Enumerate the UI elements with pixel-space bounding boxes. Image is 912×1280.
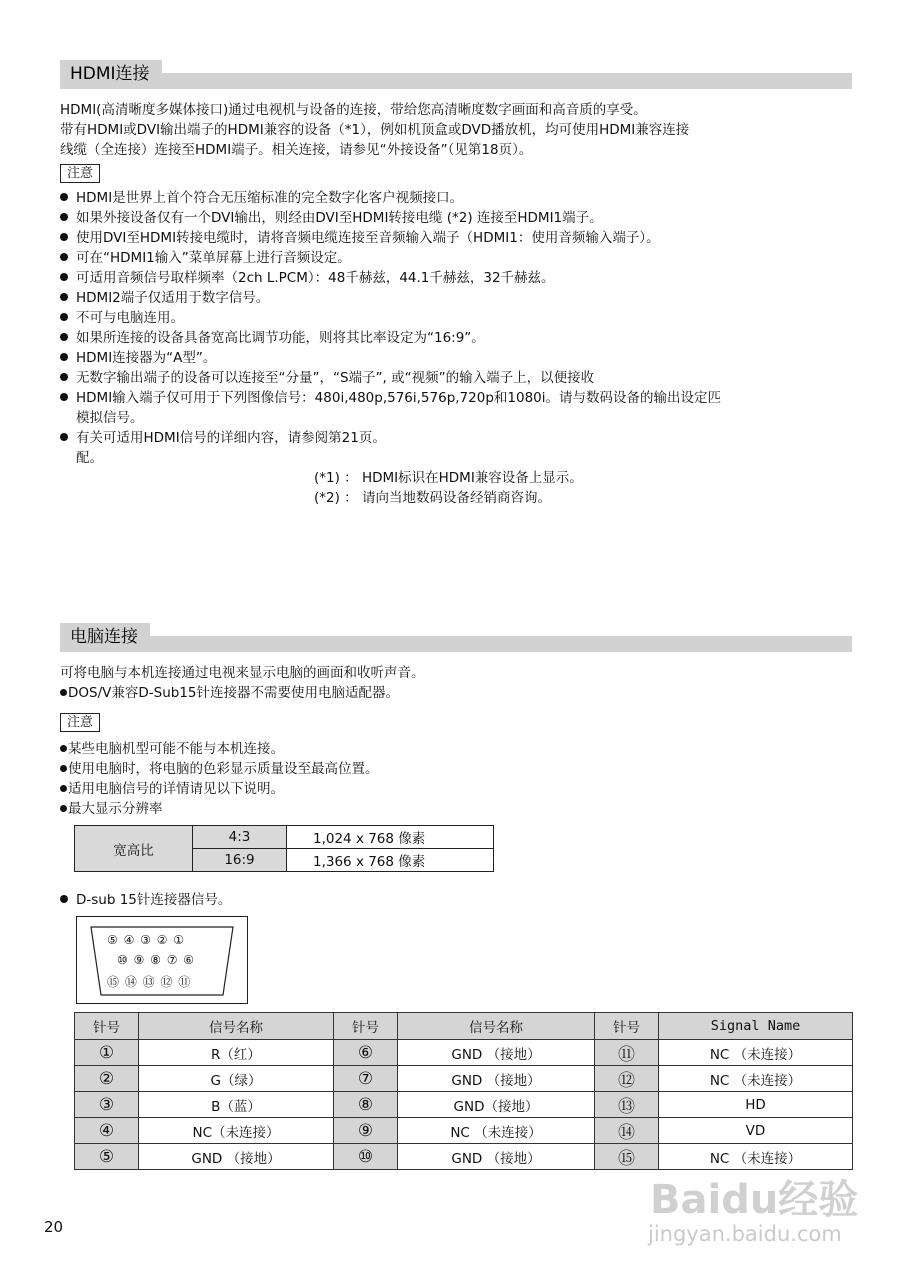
signal-name-cell: GND （接地） [139,1144,334,1170]
pin-number: ⑨ [357,1120,374,1141]
hdmi-note-label: 注意 [60,164,100,183]
table-row [75,826,494,849]
hdmi-section-header [60,60,852,90]
table-row [75,1144,853,1170]
bullet-dot [60,373,68,381]
bullet-dot [60,293,68,301]
header-signal-1: 信号名称 [139,1013,334,1040]
connector-row-1: ⑤ ④ ③ ② ① [107,933,186,947]
pin-number-cell [75,1118,139,1144]
pc-note-text: 使用电脑时，将电脑的色彩显示质量设至最高位置。 [68,761,379,777]
bullet-dot [60,895,68,903]
hdmi-bullet-item [60,188,463,208]
pin-number-cell [75,1066,139,1092]
pin-number: ① [98,1042,115,1063]
watermark-brand: Baidu经验 [650,1177,859,1223]
signal-name-cell: GND （接地） [398,1144,595,1170]
pc-note-text: 适用电脑信号的详情请见以下说明。 [68,781,284,797]
signal-name-cell: GND（接地） [398,1092,595,1118]
connector-row-3: ⑮ ⑭ ⑬ ⑫ ⑪ [107,975,192,989]
connector-row-2: ⑩ ⑨ ⑧ ⑦ ⑥ [117,953,196,967]
hdmi-bullet-item [60,248,351,268]
resolution-cell: 1,366 x 768 像素 [287,849,494,872]
pin-number: ⑪ [618,1045,635,1065]
hdmi-bullet-text: 可在“HDMI1输入”菜单屏幕上进行音频设定。 [76,250,351,266]
hdmi-section-title: HDMI连接 [60,60,162,89]
pin-number: ⑩ [357,1146,374,1167]
pin-number-cell [595,1066,659,1092]
hdmi-bullet-text: 无数字输出端子的设备可以连接至“分量”，“S端子”, 或“视频”的输入端子上，以便接收 [76,370,595,386]
hdmi-bullet-text: HDMI2端子仅适用于数字信号。 [76,290,270,306]
hdmi-intro-line-3: 线缆（全连接）连接至HDMI端子。相关连接，请参见“外接设备”（见第18页）。 [60,142,533,158]
hdmi-intro-line-2: 带有HDMI或DVI输出端子的HDMI兼容的设备（*1），例如机顶盒或DVD播放机，均可使用HDMI兼容连接 [60,122,690,138]
pin-number-cell [595,1144,659,1170]
table-row [75,1066,853,1092]
pin-number: ⑬ [618,1097,635,1117]
hdmi-bullet-text: HDMI输入端子仅可用于下列图像信号：480i,480p,576i,576p,720p和1080i。请与数码设备的输出设定匹 [76,390,721,406]
pc-note-item [60,739,284,759]
bullet-dot [60,233,68,241]
signal-name-cell: B（蓝） [139,1092,334,1118]
pin-number-cell [595,1118,659,1144]
pc-note-item [60,799,163,819]
bullet-dot [60,353,68,361]
pin-number-cell [334,1066,398,1092]
pin-number: ⑭ [618,1123,635,1143]
pc-note-label: 注意 [60,713,100,732]
pin-number: ⑦ [357,1068,374,1089]
signal-name-cell: NC （未连接） [659,1040,853,1066]
pin-number-cell [334,1144,398,1170]
signal-name-cell: NC （未连接） [398,1118,595,1144]
pc-note-item [60,779,284,799]
bullet-dot [60,433,68,441]
pin-number-cell [75,1040,139,1066]
resolution-cell: 1,024 x 768 像素 [287,826,494,849]
table-header-row [75,1013,853,1040]
hdmi-bullet-item [60,268,555,288]
hdmi-bullet-item [60,368,594,388]
hdmi-bullet-text: 使用DVI至HDMI转接电缆时，请将音频电缆连接至音频输入端子（HDMI1：使用音频输入端子）。 [76,230,660,246]
table-row [75,1040,853,1066]
header-pin-3: 针号 [595,1013,659,1040]
pin-number-cell [75,1092,139,1118]
dsub-label [60,890,231,910]
pc-note-item [60,759,379,779]
pc-section-title: 电脑连接 [60,623,150,652]
pin-number-cell [75,1144,139,1170]
pin-number: ⑧ [357,1094,374,1115]
dsub-connector-diagram [76,916,248,1004]
hdmi-bullet-item [60,308,184,328]
pc-intro-2-text: DOS/V兼容D-Sub15针连接器不需要使用电脑适配器。 [68,685,400,701]
pc-note-text: 最大显示分辨率 [68,801,163,817]
hdmi-bullet-continuation: 配。 [76,450,103,466]
header-pin-2: 针号 [334,1013,398,1040]
ratio-cell: 4:3 [193,826,287,849]
hdmi-bullet-item [60,288,269,308]
hdmi-bullet-item [60,208,603,228]
page-number: 20 [44,1218,64,1236]
table-row [75,1118,853,1144]
hdmi-bullet-item [60,228,660,248]
signal-name-cell: GND （接地） [398,1040,595,1066]
pin-number: ⑮ [618,1149,635,1169]
hdmi-bullet-item [60,388,721,408]
hdmi-bullet-text: 不可与电脑连用。 [76,310,184,326]
dsub-label-text: D-sub 15针连接器信号。 [76,892,232,908]
bullet-dot [60,333,68,341]
pin-number-cell [595,1092,659,1118]
resolution-table [74,825,494,872]
pc-section-header [60,623,852,653]
hdmi-bullet-continuation: 模拟信号。 [76,410,144,426]
signal-name-cell: NC （未连接） [659,1144,853,1170]
pc-intro-2 [60,683,399,703]
hdmi-bullet-text: HDMI连接器为“A型”。 [76,350,217,366]
pin-number: ⑥ [357,1042,374,1063]
bullet-dot [60,765,67,772]
hdmi-bullet-item [60,428,386,448]
pin-number: ④ [98,1120,115,1141]
bullet-dot [60,253,68,261]
bullet-dot [60,689,67,696]
hdmi-bullet-text: 可适用音频信号取样频率（2ch L.PCM）：48千赫兹，44.1千赫兹，32千赫兹。 [76,270,555,286]
header-signal-2: 信号名称 [398,1013,595,1040]
pin-signal-table [74,1012,853,1170]
pin-number-cell [334,1092,398,1118]
hdmi-footnote-2: (*2) ： 请向当地数码设备经销商咨询。 [314,490,551,506]
header-pin-1: 针号 [75,1013,139,1040]
bullet-dot [60,393,68,401]
aspect-ratio-label: 宽高比 [75,826,193,872]
table-row [75,1092,853,1118]
bullet-dot [60,193,68,201]
pin-number-cell [334,1040,398,1066]
hdmi-bullet-text: 有关可适用HDMI信号的详细内容，请参阅第21页。 [76,430,386,446]
pin-number-cell [334,1118,398,1144]
ratio-cell: 16:9 [193,849,287,872]
bullet-dot [60,745,67,752]
signal-name-cell: NC（未连接） [139,1118,334,1144]
signal-name-cell: NC （未连接） [659,1066,853,1092]
hdmi-bullet-text: 如果外接设备仅有一个DVI输出，则经由DVI至HDMI转接电缆 (*2) 连接至HDMI1端子。 [76,210,603,226]
bullet-dot [60,313,68,321]
hdmi-intro-line-1: HDMI(高清晰度多媒体接口)通过电视机与设备的连接，带给您高清晰度数字画面和高音质的享受。 [60,102,647,118]
signal-name-cell: VD [659,1118,853,1144]
signal-name-cell: R（红） [139,1040,334,1066]
hdmi-bullet-item [60,328,485,348]
watermark-url: jingyan.baidu.com [648,1222,842,1246]
pc-intro-1: 可将电脑与本机连接通过电视来显示电脑的画面和收听声音。 [60,665,425,681]
header-signal-name: Signal Name [659,1013,853,1040]
bullet-dot [60,785,67,792]
hdmi-bullet-text: HDMI是世界上首个符合无压缩标准的完全数字化客户视频接口。 [76,190,464,206]
bullet-dot [60,273,68,281]
bullet-dot [60,805,67,812]
hdmi-bullet-text: 如果所连接的设备具备宽高比调节功能，则将其比率设定为“16:9”。 [76,330,485,346]
hdmi-bullet-item [60,348,216,368]
pin-number: ③ [98,1094,115,1115]
pin-number: ② [98,1068,115,1089]
bullet-dot [60,213,68,221]
pin-number: ⑫ [618,1071,635,1091]
signal-name-cell: HD [659,1092,853,1118]
pc-note-text: 某些电脑机型可能不能与本机连接。 [68,741,284,757]
pin-number: ⑤ [98,1146,115,1167]
signal-name-cell: G（绿） [139,1066,334,1092]
signal-name-cell: GND （接地） [398,1066,595,1092]
pin-number-cell [595,1040,659,1066]
hdmi-footnote-1: (*1) ： HDMI标识在HDMI兼容设备上显示。 [314,470,583,486]
